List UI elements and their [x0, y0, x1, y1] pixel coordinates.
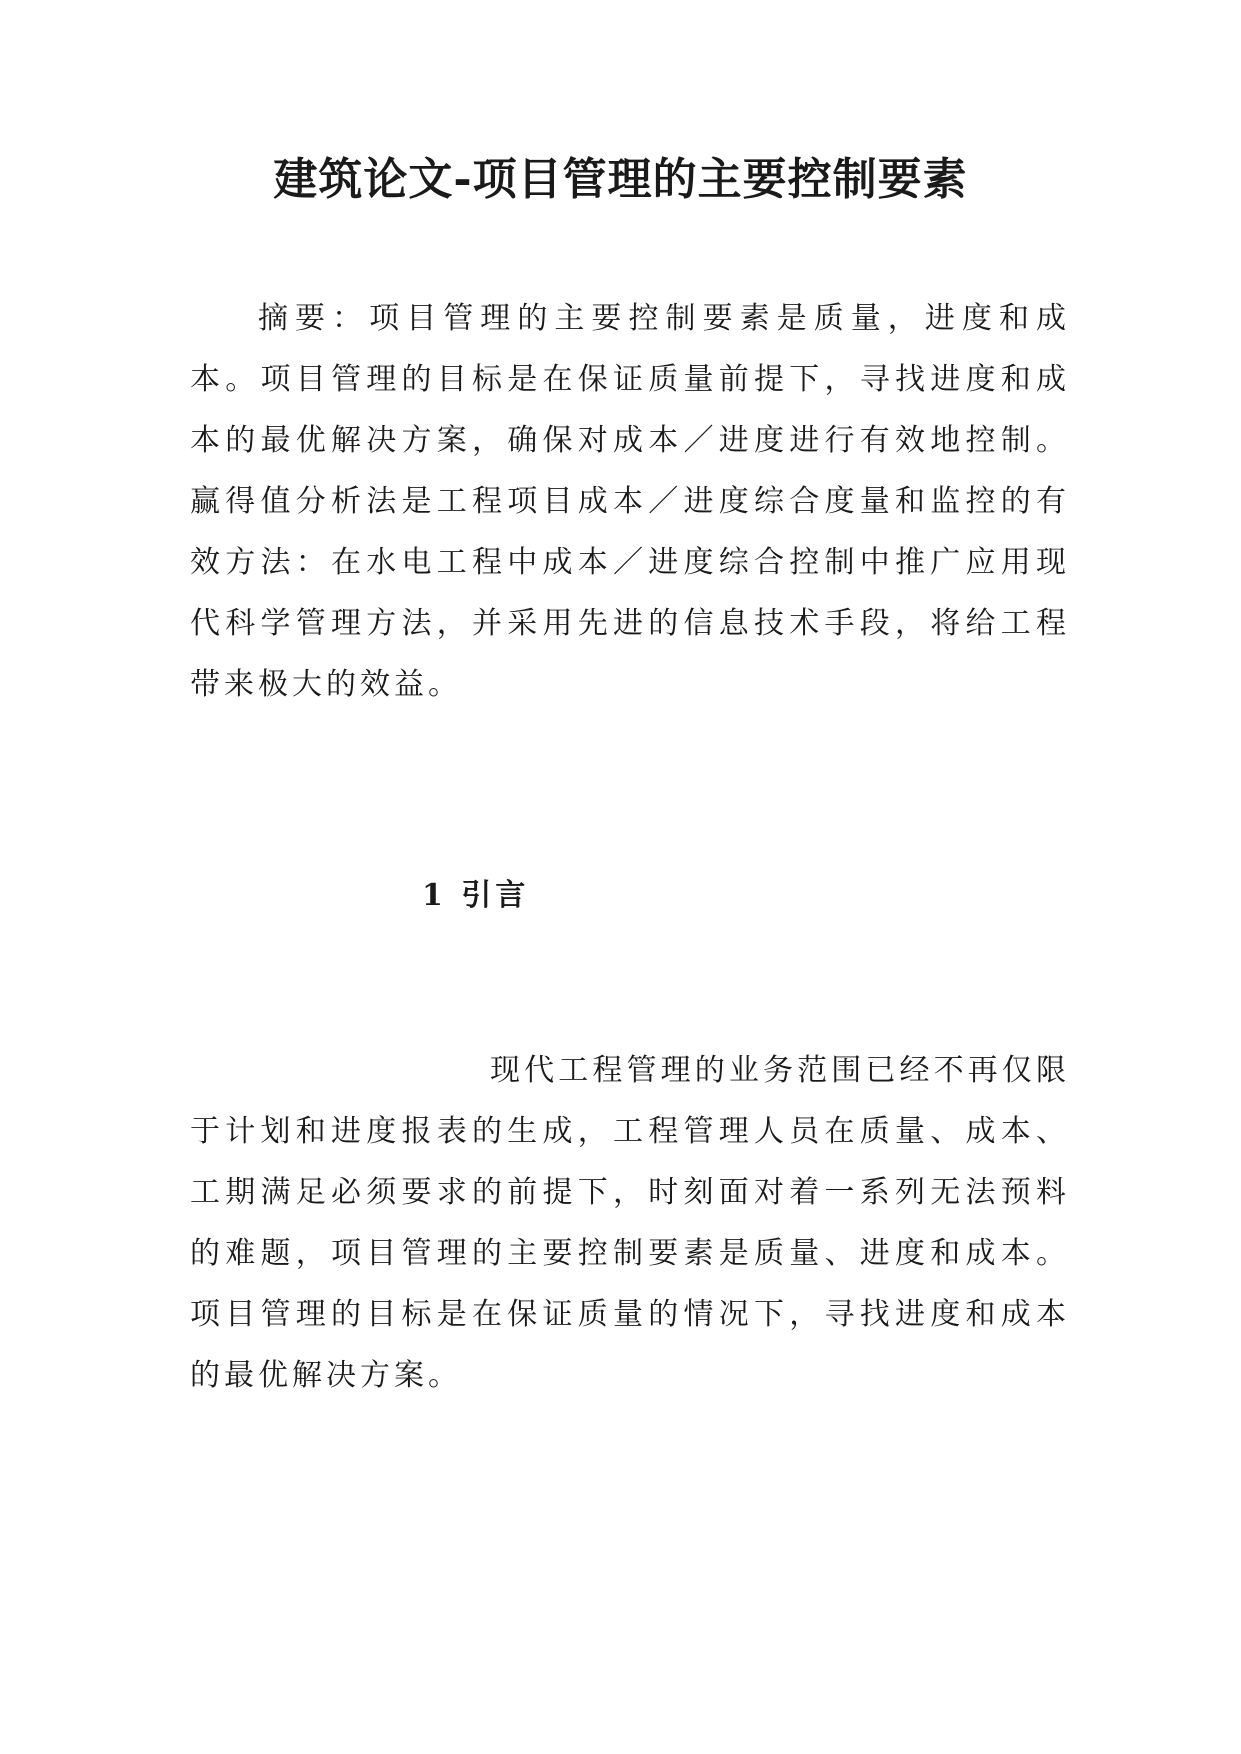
- abstract-paragraph: 摘要：项目管理的主要控制要素是质量，进度和成本。项目管理的目标是在保证质量前提下，寻找进度和成本的最优解决方案，确保对成本／进度进行有效地控制。赢得值分析法是工程项目成本／进度综合度量和监控的有效方法：在水电工程中成本／进度综合控制中推广应用现代科学管理方法，并采用先进的信息技术手段，将给工程带来极大的效益。: [190, 301, 1070, 702]
- section-heading: 1 引言: [422, 878, 530, 913]
- body-paragraph: 现代工程管理的业务范围已经不再仅限于计划和进度报表的生成，工程管理人员在质量、成本、工期满足必须要求的前提下，时刻面对着一系列无法预料的难题，项目管理的主要控制要素是质量、进度和成本。项目管理的目标是在保证质量的情况下，寻找进度和成本的最优解决方案。: [190, 1053, 1070, 1393]
- document-title: 建筑论文-项目管理的主要控制要素: [273, 154, 968, 205]
